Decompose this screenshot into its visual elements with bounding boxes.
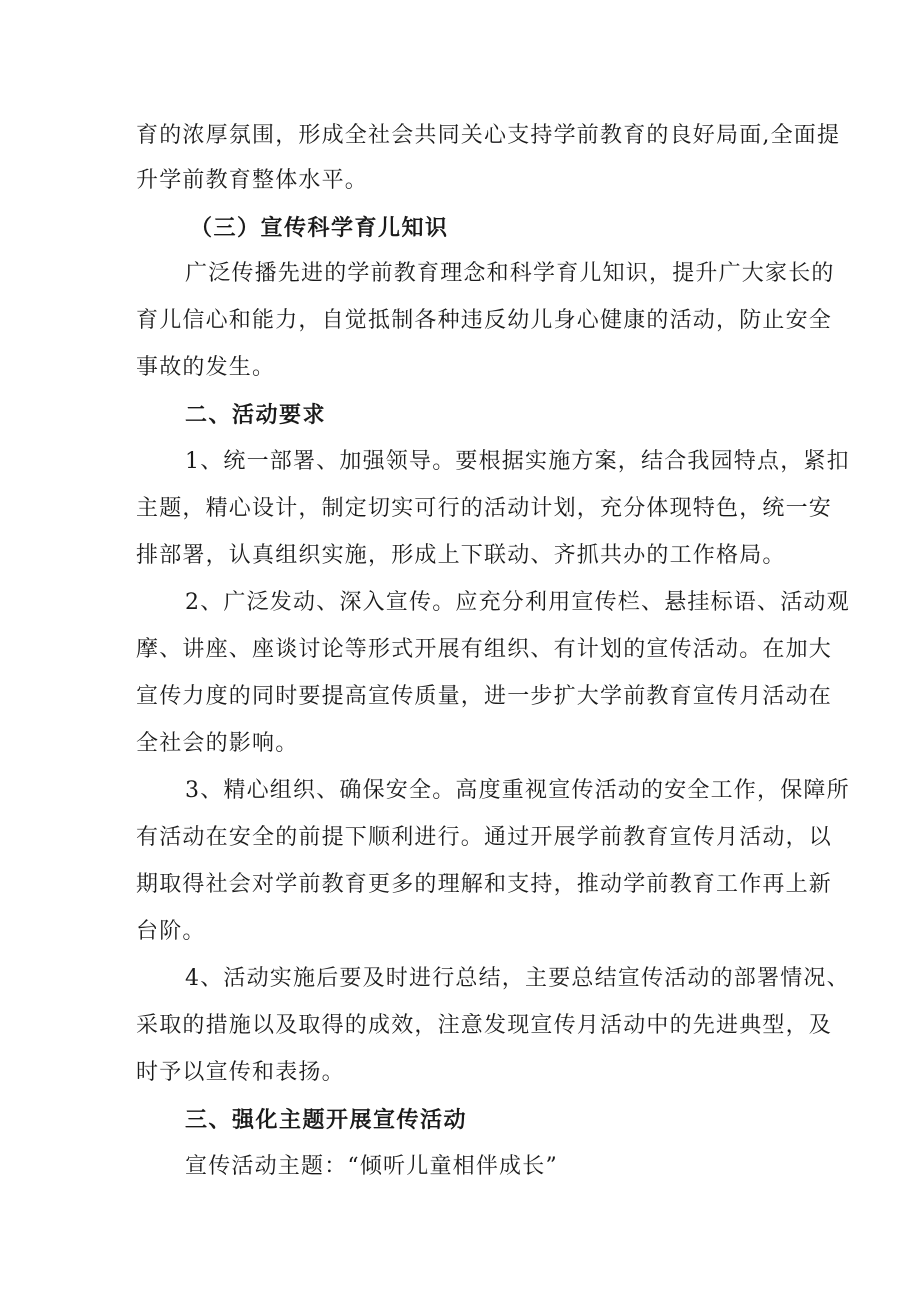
paragraph-line: 摩、讲座、座谈讨论等形式开展有组织、有计划的宣传活动。在加大: [136, 637, 833, 662]
paragraph-line: 2、广泛发动、深入宣传。应充分利用宣传栏、悬挂标语、活动观: [185, 590, 850, 615]
paragraph-line: 台阶。: [136, 919, 206, 944]
paragraph-line: 排部署，认真组织实施，形成上下联动、齐抓共办的工作格局。: [136, 543, 786, 568]
paragraph-line: 升学前教育整体水平。: [136, 168, 369, 193]
paragraph-line: 时予以宣传和表扬。: [136, 1060, 345, 1085]
paragraph-line: 采取的措施以及取得的成效，注意发现宣传月活动中的先进典型，及: [136, 1013, 833, 1038]
section-heading-activity-requirements: 二、活动要求: [185, 402, 327, 428]
paragraph-line: 主题，精心设计，制定切实可行的活动计划，充分体现特色，统一安: [136, 496, 833, 521]
paragraph-line: 育的浓厚氛围，形成全社会共同关心支持学前教育的良好局面,全面提: [136, 123, 841, 148]
paragraph-line: 有活动在安全的前提下顺利进行。通过开展学前教育宣传月活动，以: [136, 825, 833, 850]
paragraph-line: 3、精心组织、确保安全。高度重视宣传活动的安全工作，保障所: [185, 778, 850, 803]
paragraph-line: 事故的发生。: [136, 355, 276, 380]
paragraph-line: 期取得社会对学前教育更多的理解和支持，推动学前教育工作再上新: [136, 872, 833, 897]
paragraph-line: 宣传活动主题：“倾听儿童相伴成长”: [185, 1154, 558, 1179]
section-heading-3: （三）宣传科学育儿知识: [190, 215, 449, 241]
paragraph-line: 广泛传播先进的学前教育理念和科学育儿知识，提升广大家长的: [185, 261, 835, 286]
paragraph-line: 1、统一部署、加强领导。要根据实施方案，结合我园特点，紧扣: [185, 449, 850, 474]
paragraph-line: 全社会的影响。: [136, 731, 299, 756]
paragraph-line: 育儿信心和能力，自觉抵制各种违反幼儿身心健康的活动，防止安全: [136, 308, 833, 333]
paragraph-line: 4、活动实施后要及时进行总结，主要总结宣传活动的部署情况、: [185, 966, 850, 991]
paragraph-line: 宣传力度的同时要提高宣传质量，进一步扩大学前教育宣传月活动在: [136, 684, 833, 709]
section-heading-theme-activities: 三、强化主题开展宣传活动: [185, 1107, 468, 1133]
